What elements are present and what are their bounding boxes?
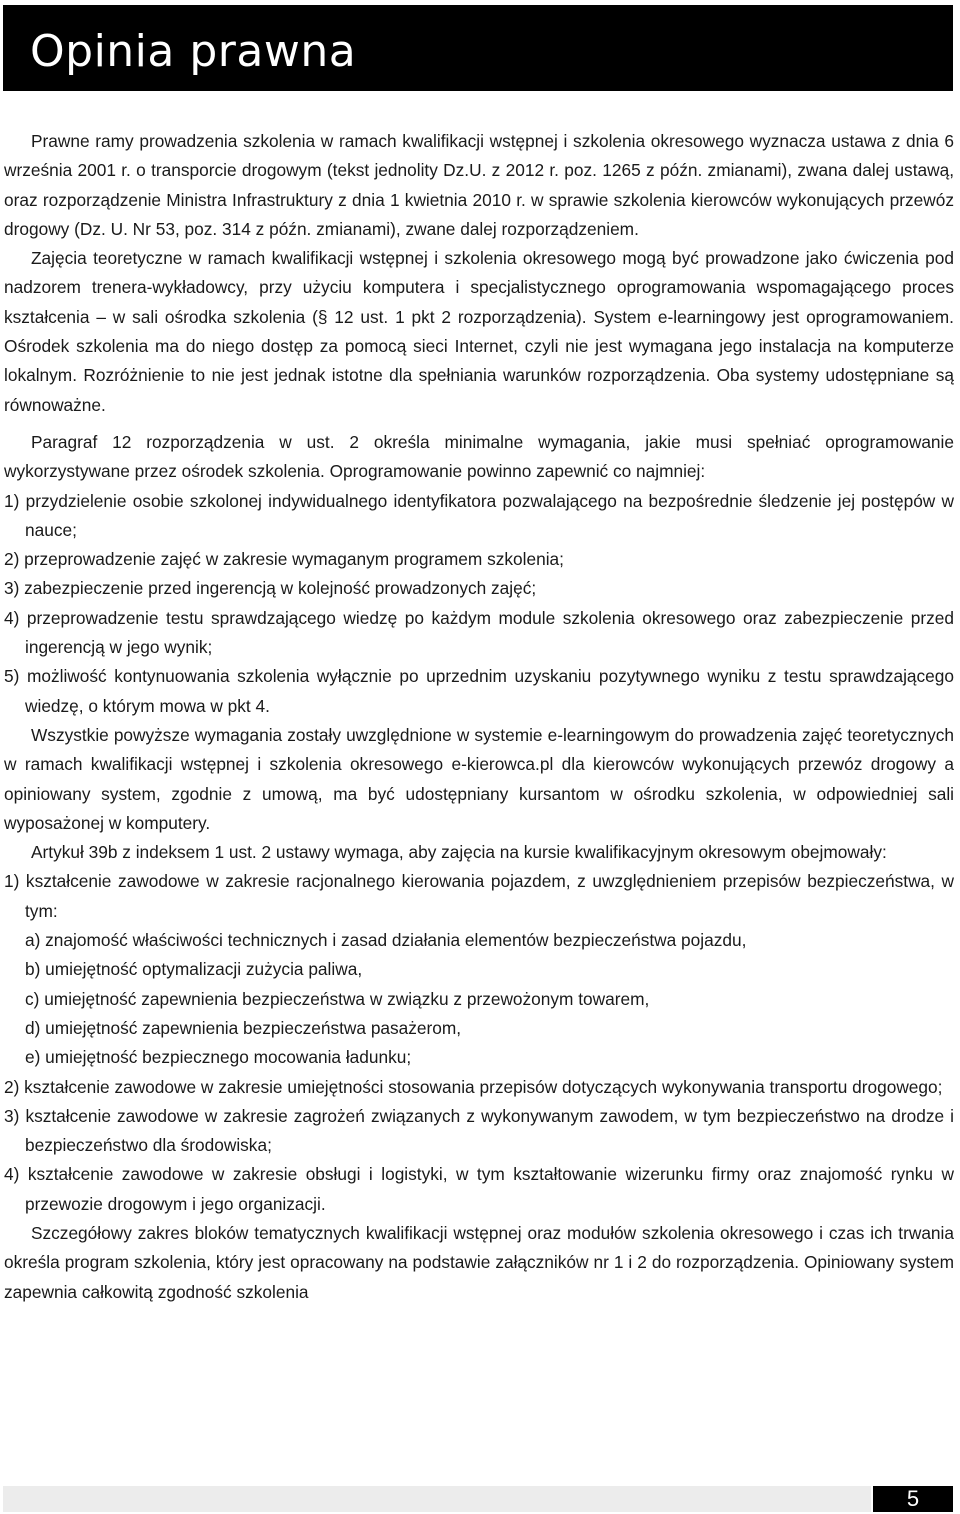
page-number: 5: [873, 1486, 953, 1512]
list-item: 5) możliwość kontynuowania szkolenia wyłącznie po uprzednim uzyskaniu pozytywnego wyniku z testu sprawdzającego wiedzę, o którym mowa w pkt 4.: [4, 666, 954, 716]
footer-bar: [3, 1486, 871, 1512]
paragraph: Prawne ramy prowadzenia szkolenia w ramach kwalifikacji wstępnej i szkolenia okresowego wyznacza ustawa z dnia 6 września 2001 r. o transporcie drogowym (tekst jednolity Dz.U. z 2012 r. poz. 1265 z późn. zmianami), zwana dalej ustawą, oraz rozporządzenie Ministra Infrastruktury z dnia 1 kwietnia 2010 r. w sprawie szkolenia kierowców wykonujących przewóz drogowy (Dz. U. Nr 53, poz. 314 z późn. zmianami), zwane dalej rozporządzeniem.: [4, 131, 954, 239]
title-banner: [3, 5, 953, 91]
sub-list-item: a) znajomość właściwości technicznych i zasad działania elementów bezpieczeństwa pojazdu,: [25, 930, 747, 951]
list-item: 2) kształcenie zawodowe w zakresie umiejętności stosowania przepisów dotyczących wykonywania transportu drogowego;: [4, 1076, 943, 1097]
list-item: 4) kształcenie zawodowe w zakresie obsługi i logistyki, w tym kształtowanie wizerunku firmy oraz znajomość rynku w przewozie drogowym i jego organizacji.: [4, 1164, 954, 1214]
paragraph: Artykuł 39b z indeksem 1 ust. 2 ustawy wymaga, aby zajęcia na kursie kwalifikacyjnym okresowym obejmowały:: [31, 842, 887, 863]
paragraph: Wszystkie powyższe wymagania zostały uwzględnione w systemie e-learningowym do prowadzenia zajęć teoretycznych w ramach kwalifikacji wstępnej i szkolenia okresowego e-kierowca.pl dla kierowców wykonujących przewóz drogowy a opiniowany system, zgodnie z umową, ma być udostępniany kursantom w ośrodku szkolenia, w odpowiedniej sali wyposażonej w komputery.: [4, 724, 954, 833]
sub-list-item: d) umiejętność zapewnienia bezpieczeństwa pasażerom,: [25, 1017, 462, 1038]
sub-list-item: b) umiejętność optymalizacji zużycia paliwa,: [25, 959, 363, 980]
paragraph: Zajęcia teoretyczne w ramach kwalifikacji wstępnej i szkolenia okresowego mogą być prowadzone jako ćwiczenia pod nadzorem trenera-wykładowcy, przy użyciu komputera i specjalistycznego oprogramowania wspomagającego proces kształcenia – w sali ośrodka szkolenia (§ 12 ust. 1 pkt 2 rozporządzenia). System e-learningowy jest oprogramowaniem. Ośrodek szkolenia ma do niego dostęp za pomocą sieci Internet, czyli nie jest wymagana jego instalacja na komputerze lokalnym. Rozróżnienie to nie jest jednak istotne dla spełniania warunków rozporządzenia. Oba systemy udostępniane są równoważne.: [4, 248, 954, 415]
list-item: 3) kształcenie zawodowe w zakresie zagrożeń związanych z wykonywanym zawodem, w tym bezpieczeństwo na drodze i bezpieczeństwo dla środowiska;: [4, 1105, 954, 1156]
list-item: 3) zabezpieczenie przed ingerencją w kolejność prowadzonych zajęć;: [4, 578, 537, 599]
page-title: Opinia prawna: [30, 26, 357, 77]
sub-list-item: c) umiejętność zapewnienia bezpieczeństwa w związku z przewożonym towarem,: [25, 988, 650, 1009]
list-item: 2) przeprowadzenie zajęć w zakresie wymaganym programem szkolenia;: [4, 549, 564, 570]
list-item: 1) przydzielenie osobie szkolonej indywidualnego identyfikatora pozwalającego na bezpośrednie śledzenie jej postępów w nauce;: [4, 490, 954, 540]
paragraph: Szczegółowy zakres bloków tematycznych kwalifikacji wstępnej oraz modułów szkolenia okresowego i czas ich trwania określa program szkolenia, który jest opracowany na podstawie załączników nr 1 i 2 do rozporządzenia. Opiniowany system zapewnia całkowitą zgodność szkolenia: [4, 1222, 954, 1302]
paragraph: Paragraf 12 rozporządzenia w ust. 2 określa minimalne wymagania, jakie musi spełniać oprogramowanie wykorzystywane przez ośrodek szkolenia. Oprogramowanie powinno zapewnić co najmniej:: [4, 431, 954, 482]
list-item: 4) przeprowadzenie testu sprawdzającego wiedzę po każdym module szkolenia okresowego oraz zabezpieczenie przed ingerencją w jego wynik;: [4, 607, 954, 658]
document-body: [4, 127, 954, 1307]
list-item: 1) kształcenie zawodowe w zakresie racjonalnego kierowania pojazdem, z uwzględnieniem przepisów bezpieczeństwa, w tym:: [4, 871, 954, 921]
sub-list-item: e) umiejętność bezpiecznego mocowania ładunku;: [25, 1047, 412, 1068]
